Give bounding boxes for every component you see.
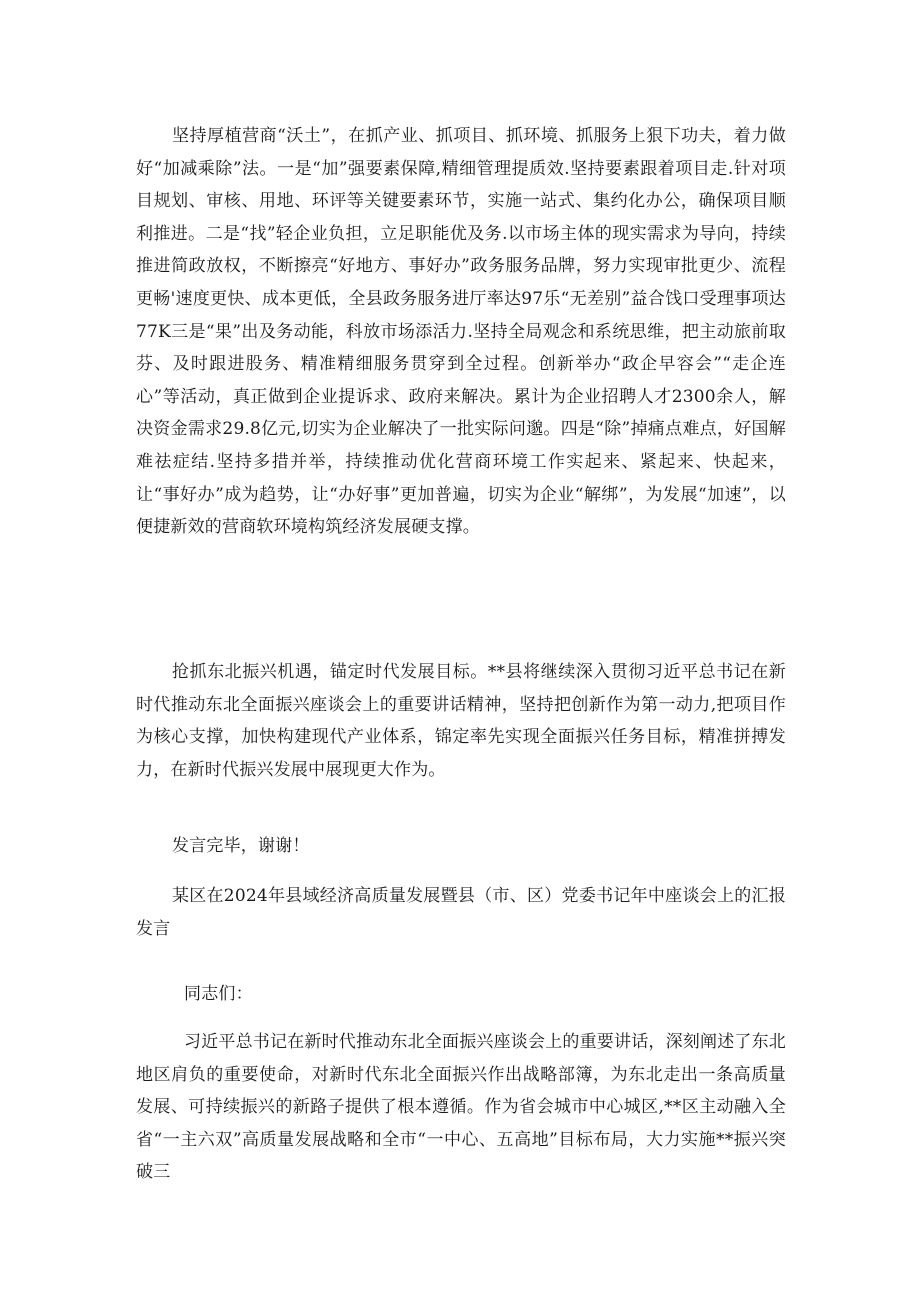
paragraph-speech-opening: 习近平总书记在新时代推动东北全面振兴座谈会上的重要讲话，深刻阐述了东北地区肩负的重要使命，对新时代东北全面振兴作出战略部簿，为东北走出一条高质量发展、可持续振兴的新路子提供了根本遵循。作为省会城市中心城区,**区主动融入全省“一主六双”高质量发展战略和全市“一中心、五高地”目标布局，大力实施**振兴突破三 bbox=[136, 1032, 786, 1183]
salutation: 同志们： bbox=[184, 984, 253, 1004]
paragraph-northeast-revitalization: 抢抓东北振兴机遇，锚定时代发展目标。**县将继续深入贯彻习近平总书记在新时代推动东北全面振兴座谈会上的重要讲话精神，坚持把创新作为第一动力,把项目作为核心支撑，加快构建现代产业体系，锦定率先实现全面振兴任务目标，精准拼搏发力，在新时代振兴发展中展现更大作为。 bbox=[136, 662, 786, 780]
speech-title: 某区在2024年县域经济高质量发展暨县（市、区）党委书记年中座谈会上的汇报发言 bbox=[136, 886, 786, 939]
paragraph-closing: 发言完毕，谢谢！ bbox=[172, 836, 310, 856]
paragraph-business-environment: 坚持厚植营商“沃土”，在抓产业、抓项目、抓环境、抓服务上狠下功夫，着力做好“加减乘除”法。一是“加”强要素保障,精细管理提质效.坚持要素跟着项目走.针对项目规划、审核、用地、环评等关键要素环节，实施一站式、集约化办公，确保项目顺利推进。二是“找”轻企业负担，立足职能优及务.以市场主体的现实需求为导向，持续推进简政放权，不断擦亮“好地方、事好办”政务服务品牌，努力实现审批更少、流程更畅'速度更快、成本更低，全县政务服务进厅率达97乐“无差别”益合饯口受理事项达77K三是“果”出及务动能，科放市场添活力.坚持全局观念和系统思维，把主动旅前取芬、及时跟进股务、精准精细服务贯穿到全过程。创新举办“政企早容会”“走企连心”等活动，真正做到企业提诉求、政府来解决。累计为企业招聘人才2300余人，解决资金需求29.8亿元,切实为企业解决了一批实际问邈。四是“除”掉痛点难点，好国解难祛症结.坚持多措并举，持续推动优化营商环境工作实起来、紧起来、快起来，让“事好办”成为趋势，让“办好事”更加普遍，切实为企业“解绑”，为发展“加速”，以便捷新效的营商软环境构筑经济发展硬支撑。 bbox=[136, 126, 786, 538]
